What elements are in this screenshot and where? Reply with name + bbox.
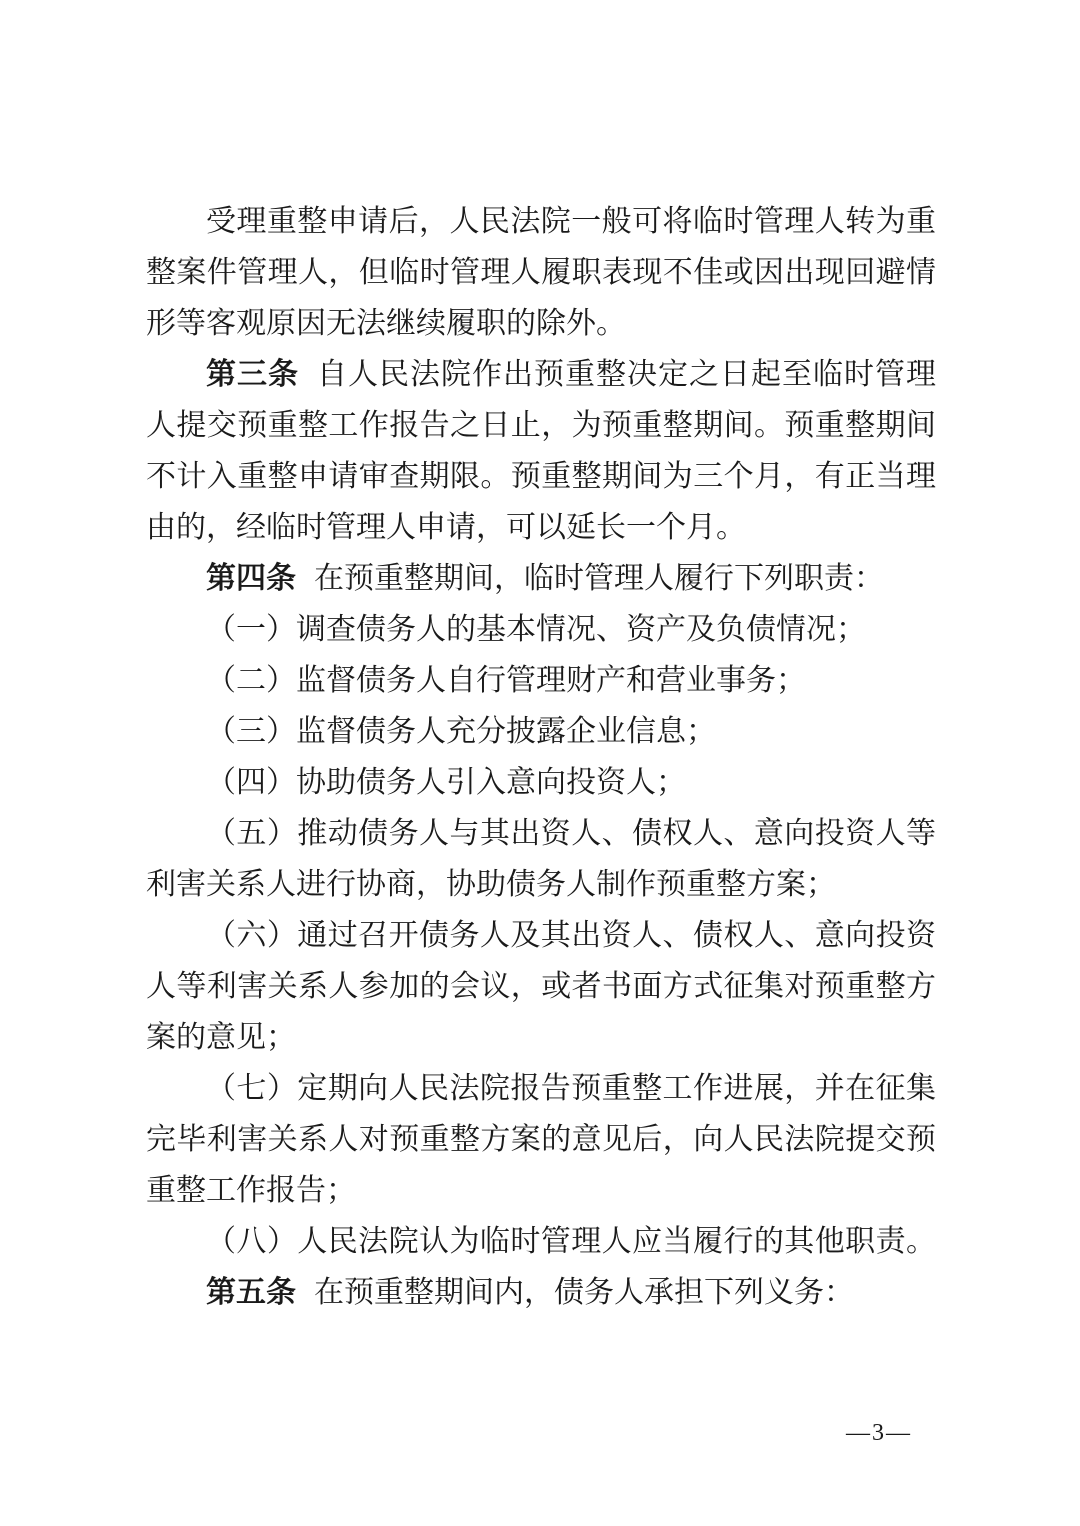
text-line bbox=[146, 553, 936, 604]
text-line bbox=[146, 502, 936, 553]
line-text: （八）人民法院认为临时管理人应当履行的其他职责。 bbox=[206, 1224, 936, 1259]
article-heading: 第五条 bbox=[206, 1275, 296, 1310]
line-text: 利害关系人进行协商，协助债务人制作预重整方案； bbox=[146, 867, 836, 902]
text-line bbox=[146, 1012, 936, 1063]
line-text: （五）推动债务人与其出资人、债权人、意向投资人等 bbox=[206, 816, 936, 851]
text-line bbox=[146, 400, 936, 451]
line-text: 在预重整期间，临时管理人履行下列职责： bbox=[314, 561, 884, 596]
line-text: 不计入重整申请审查期限。预重整期间为三个月，有正当理 bbox=[146, 459, 936, 494]
line-text: （一）调查债务人的基本情况、资产及负债情况； bbox=[206, 612, 866, 647]
line-text: （二）监督债务人自行管理财产和营业事务； bbox=[206, 663, 806, 698]
text-line bbox=[146, 808, 936, 859]
line-text: 案的意见； bbox=[146, 1020, 296, 1055]
article-heading: 第三条 bbox=[206, 357, 299, 392]
text-line bbox=[146, 1114, 936, 1165]
line-text: （三）监督债务人充分披露企业信息； bbox=[206, 714, 716, 749]
text-line bbox=[146, 961, 936, 1012]
line-text: （六）通过召开债务人及其出资人、债权人、意向投资 bbox=[206, 918, 936, 953]
article-heading: 第四条 bbox=[206, 561, 296, 596]
line-text: 受理重整申请后，人民法院一般可将临时管理人转为重 bbox=[206, 204, 936, 239]
text-line bbox=[146, 1165, 936, 1216]
text-line bbox=[146, 1063, 936, 1114]
page-number: —3— bbox=[846, 1420, 912, 1446]
line-text: （七）定期向人民法院报告预重整工作进展，并在征集 bbox=[206, 1071, 936, 1106]
text-line bbox=[146, 1267, 936, 1318]
text-line bbox=[146, 349, 936, 400]
text-line bbox=[146, 910, 936, 961]
line-text: 重整工作报告； bbox=[146, 1173, 356, 1208]
text-line bbox=[146, 655, 936, 706]
text-line bbox=[146, 298, 936, 349]
body-text bbox=[146, 196, 936, 1318]
line-text: 自人民法院作出预重整决定之日起至临时管理 bbox=[317, 357, 936, 392]
line-text: （四）协助债务人引入意向投资人； bbox=[206, 765, 686, 800]
line-text: 完毕利害关系人对预重整方案的意见后，向人民法院提交预 bbox=[146, 1122, 936, 1157]
text-line bbox=[146, 859, 936, 910]
line-text: 在预重整期间内，债务人承担下列义务： bbox=[314, 1275, 854, 1310]
text-line bbox=[146, 1216, 936, 1267]
line-text: 由的，经临时管理人申请，可以延长一个月。 bbox=[146, 510, 746, 545]
line-text: 整案件管理人，但临时管理人履职表现不佳或因出现回避情 bbox=[146, 255, 936, 290]
text-line bbox=[146, 247, 936, 298]
text-line bbox=[146, 757, 936, 808]
text-line bbox=[146, 604, 936, 655]
text-line bbox=[146, 196, 936, 247]
line-text: 人提交预重整工作报告之日止，为预重整期间。预重整期间 bbox=[146, 408, 936, 443]
text-line bbox=[146, 451, 936, 502]
line-text: 形等客观原因无法继续履职的除外。 bbox=[146, 306, 626, 341]
line-text: 人等利害关系人参加的会议，或者书面方式征集对预重整方 bbox=[146, 969, 936, 1004]
text-line bbox=[146, 706, 936, 757]
